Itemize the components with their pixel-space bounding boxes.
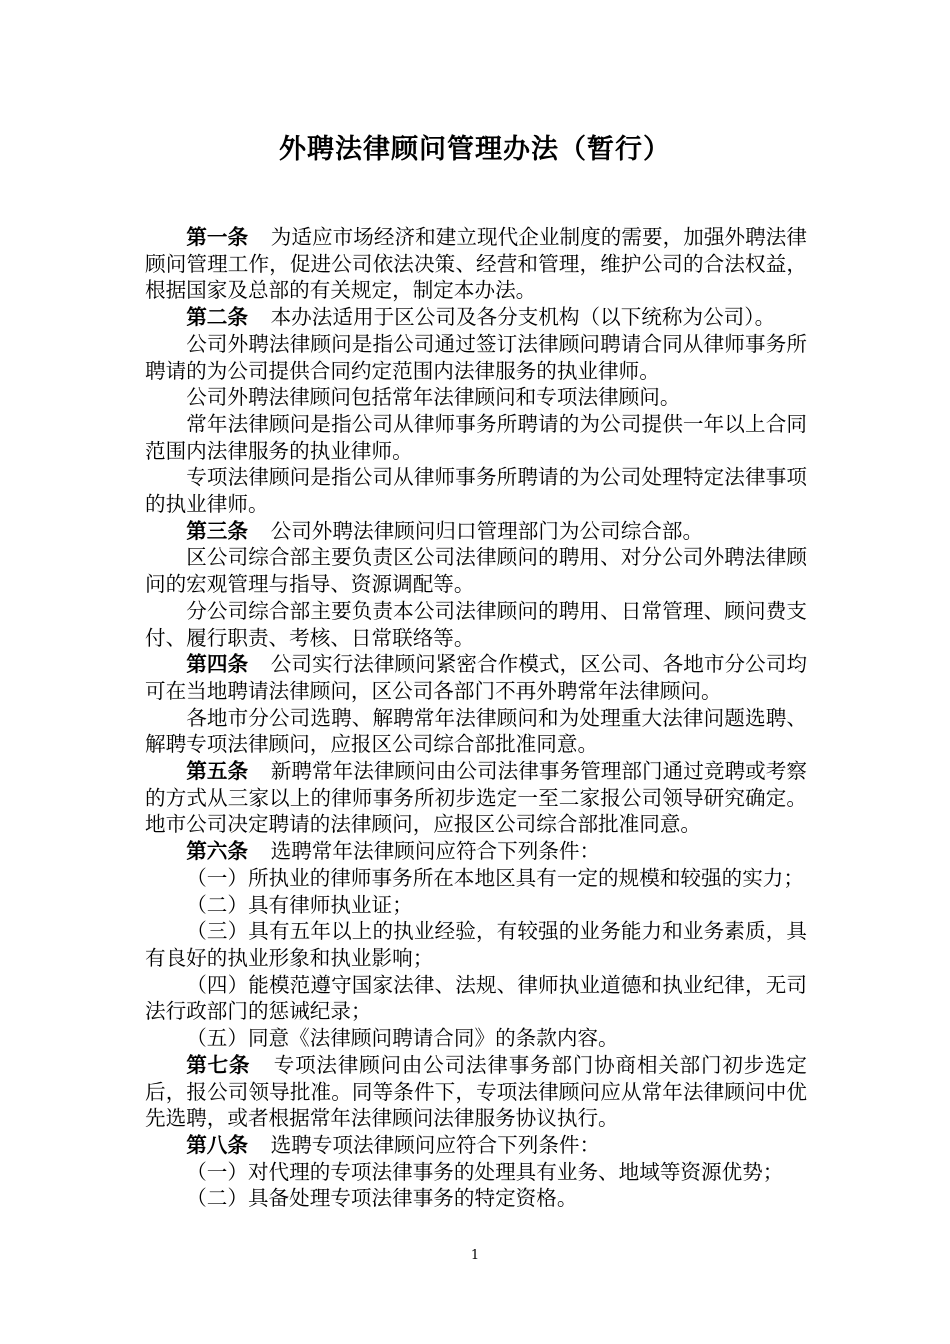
article-number: 第四条 [186,652,249,677]
paragraph-text: 新聘常年法律顾问由公司法律事务管理部门通过竞聘或考察的方式从三家以上的律师事务所初步选定一至二家报公司领导研究确定。地市公司决定聘请的法律顾问，应报区公司综合部批准同意。 [145,759,808,837]
paragraph-text: 本办法适用于区公司及各分支机构（以下统称为公司）。 [270,305,776,330]
body-paragraph [145,598,807,651]
body-paragraph [145,384,807,411]
paragraph-text: 公司外聘法律顾问是指公司通过签订法律顾问聘请合同从律师事务所聘请的为公司提供合同约定范围内法律服务的执业律师。 [145,331,807,383]
paragraph-text: 为适应市场经济和建立现代企业制度的需要，加强外聘法律顾问管理工作，促进公司依法决策、经营和管理，维护公司的合法权益，根据国家及总部的有关规定，制定本办法。 [145,225,808,303]
article-number: 第八条 [186,1132,248,1157]
body-paragraph [145,705,807,758]
article-number: 第一条 [186,225,249,249]
paragraph-text: （一）所执业的律师事务所在本地区具有一定的规模和较强的实力； [186,865,804,890]
paragraph-text: （四）能模范遵守国家法律、法规、律师执业道德和执业纪律，无司法行政部门的惩诫纪录； [145,972,807,1024]
article-number: 第七条 [186,1052,251,1077]
article-paragraph [145,1052,807,1132]
article-paragraph [145,1132,807,1159]
paragraph-text: 选聘常年法律顾问应符合下列条件： [270,839,601,864]
paragraph-text: 专项法律顾问是指公司从律师事务所聘请的为公司处理特定法律事项的执业律师。 [145,465,807,517]
article-number: 第六条 [186,839,248,864]
paragraph-text: 公司外聘法律顾问归口管理部门为公司综合部。 [270,518,704,543]
body-paragraph [145,464,807,517]
body-paragraph [145,544,807,597]
article-paragraph [145,518,807,545]
paragraph-text: 分公司综合部主要负责本公司法律顾问的聘用、日常管理、顾问费支付、履行职责、考核、日常联络等。 [145,598,807,650]
article-paragraph [145,838,807,865]
document-body [145,224,807,1212]
body-paragraph [145,1025,807,1052]
paragraph-text: 公司外聘法律顾问包括常年法律顾问和专项法律顾问。 [186,385,681,410]
paragraph-text: 常年法律顾问是指公司从律师事务所聘请的为公司提供一年以上合同范围内法律服务的执业律师。 [145,411,807,463]
article-number: 第五条 [186,759,249,784]
paragraph-text: 专项法律顾问由公司法律事务部门协商相关部门初步选定后，报公司领导批准。同等条件下，专项法律顾问应从常年法律顾问中优先选聘，或者根据常年法律顾问法律服务协议执行。 [145,1052,808,1131]
body-paragraph [145,1159,807,1186]
paragraph-text: 区公司综合部主要负责区公司法律顾问的聘用、对分公司外聘法律顾问的宏观管理与指导、资源调配等。 [145,545,807,597]
body-paragraph [145,411,807,464]
paragraph-text: （三）具有五年以上的执业经验，有较强的业务能力和业务素质，具有良好的执业形象和执业影响； [145,919,807,970]
paragraph-text: 公司实行法律顾问紧密合作模式，区公司、各地市分公司均可在当地聘请法律顾问，区公司各部门不再外聘常年法律顾问。 [145,652,808,703]
body-paragraph [145,892,807,919]
body-paragraph [145,1185,807,1212]
article-paragraph [145,651,807,704]
paragraph-text: （一）对代理的专项法律事务的处理具有业务、地域等资源优势； [186,1159,784,1184]
paragraph-text: 各地市分公司选聘、解聘常年法律顾问和为处理重大法律问题选聘、解聘专项法律顾问，应报区公司综合部批准同意。 [145,705,807,757]
paragraph-text: （五）同意《法律顾问聘请合同》的条款内容。 [186,1026,619,1051]
article-paragraph [145,304,807,331]
document-title: 外聘法律顾问管理办法（暂行） [279,134,671,165]
paragraph-text: 选聘专项法律顾问应符合下列条件： [270,1132,601,1157]
paragraph-text: （二）具有律师执业证； [186,892,413,917]
article-number: 第三条 [186,518,248,543]
body-paragraph [145,331,807,384]
article-paragraph [145,224,807,304]
body-paragraph [145,865,807,892]
page-number: 1 [470,1248,480,1263]
article-paragraph [145,758,807,838]
article-number: 第二条 [186,305,248,330]
body-paragraph [145,972,807,1025]
body-paragraph [145,918,807,971]
paragraph-text: （二）具备处理专项法律事务的特定资格。 [186,1186,578,1211]
